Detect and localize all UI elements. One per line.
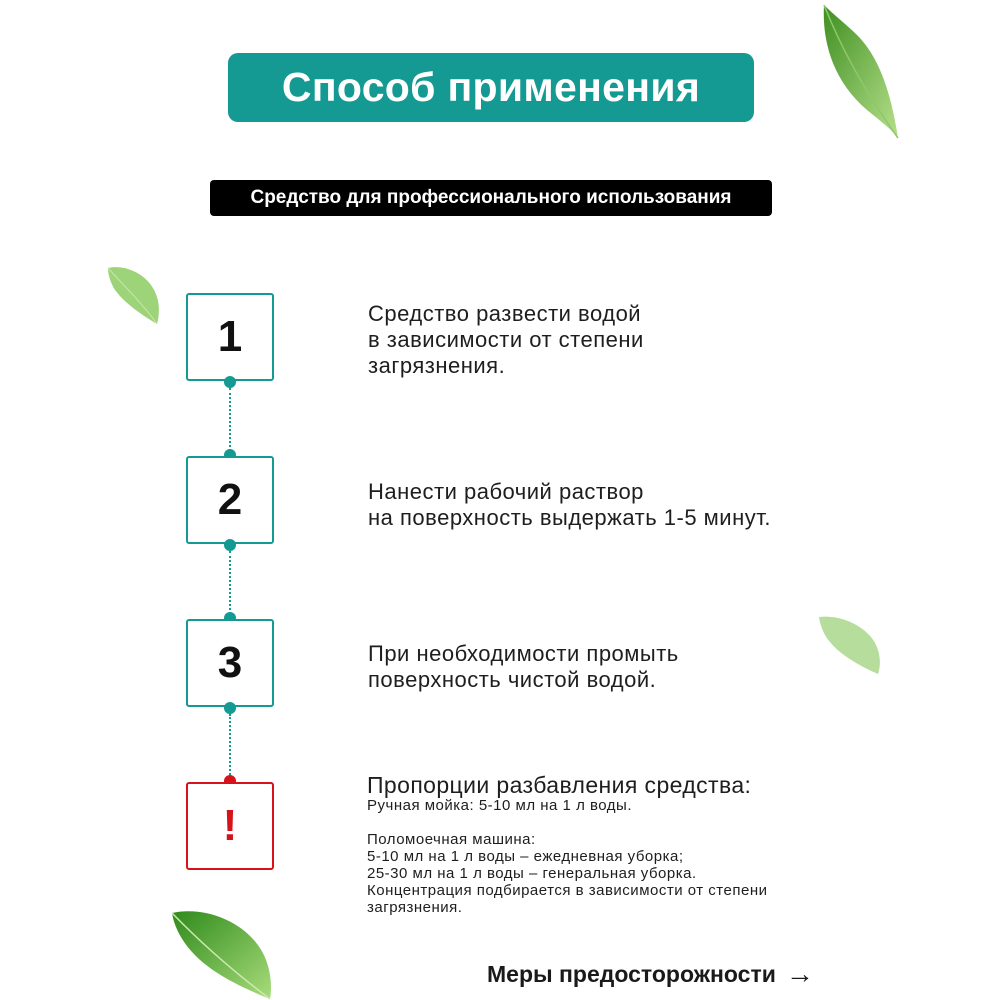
step-1-line: в зависимости от степени (368, 327, 644, 352)
step-2-line: Нанести рабочий раствор (368, 479, 644, 504)
step-1-line: Средство развести водой (368, 301, 642, 326)
connector-dot (224, 376, 236, 388)
manual-wash-line: Ручная мойка: 5-10 мл на 1 л воды. (367, 797, 632, 814)
step-number-2: 2 (186, 456, 274, 544)
step-1-line: загрязнения. (368, 353, 506, 378)
step-3-text (368, 641, 679, 693)
step-3-line: При необходимости промыть (368, 641, 679, 666)
connector-line (229, 551, 231, 618)
leaf-bottom-left-icon (168, 905, 278, 1000)
page-title: Способ применения (228, 53, 754, 122)
leaf-top-right-icon (812, 0, 902, 145)
concentration-note-line: загрязнения. (367, 899, 463, 916)
arrow-right-icon: → (785, 958, 814, 989)
step-number-1: 1 (186, 293, 274, 381)
connector-dot (224, 539, 236, 551)
proportions-title: Пропорции разбавления средства: (367, 772, 752, 798)
connector-line (229, 714, 231, 775)
step-2-text (368, 479, 771, 531)
leaf-left-icon (105, 262, 165, 327)
precautions-link[interactable] (487, 958, 814, 990)
connector-dot (224, 702, 236, 714)
machine-title: Поломоечная машина: (367, 831, 536, 848)
warning-marker: ! (186, 782, 274, 870)
step-number-3: 3 (186, 619, 274, 707)
proportions-details (367, 797, 767, 916)
concentration-note-line: Концентрация подбирается в зависимости от степени (367, 882, 768, 899)
step-1-text (368, 301, 644, 379)
leaf-right-middle-icon (816, 612, 886, 677)
machine-daily-line: 5-10 мл на 1 л воды – ежедневная уборка; (367, 848, 684, 865)
precautions-link-label: Меры предосторожности (487, 960, 776, 987)
machine-general-line: 25-30 мл на 1 л воды – генеральная уборка. (367, 865, 697, 882)
step-3-line: поверхность чистой водой. (368, 667, 657, 692)
subtitle-badge: Средство для профессионального использования (210, 180, 772, 216)
step-2-line: на поверхность выдержать 1-5 минут. (368, 505, 771, 530)
connector-line (229, 388, 231, 455)
